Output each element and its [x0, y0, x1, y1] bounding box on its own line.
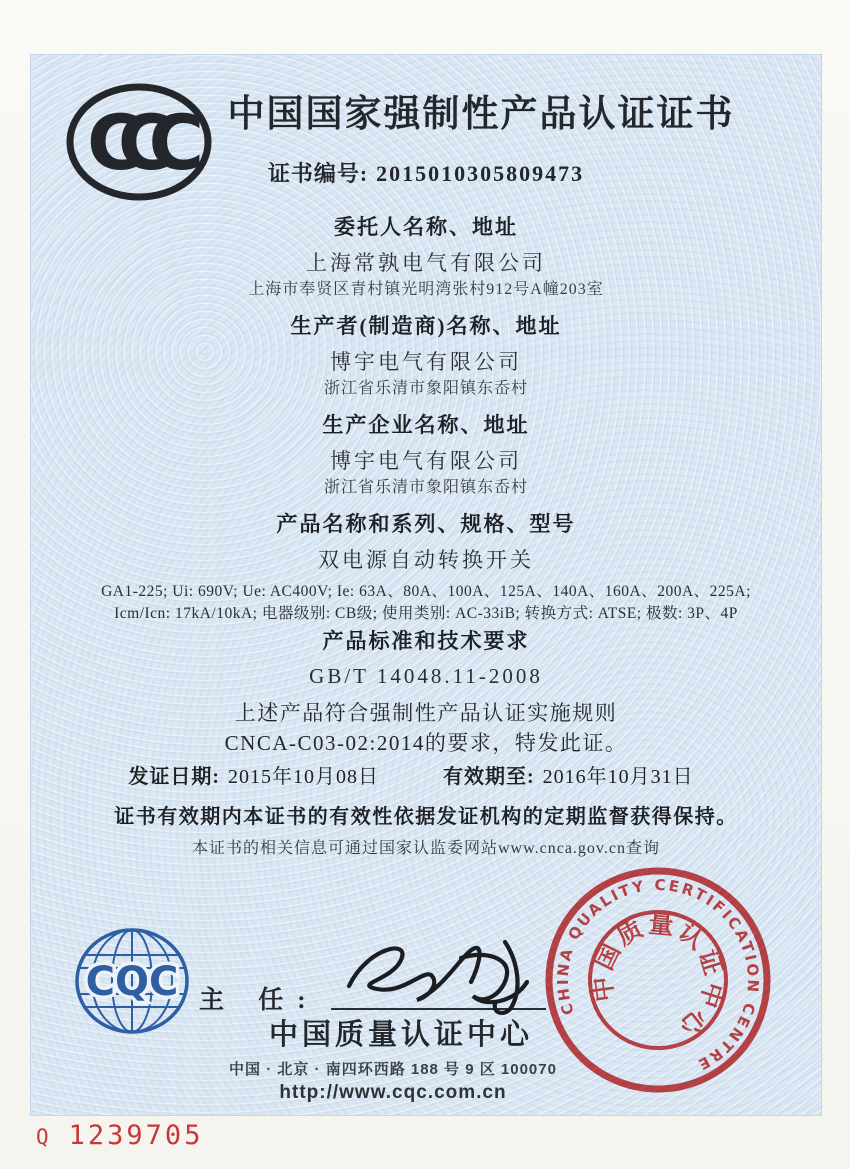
ccc-mark-icon	[63, 81, 215, 203]
factory-address: 浙江省乐清市象阳镇东岙村	[323, 479, 528, 496]
product-name: 双电源自动转换开关	[318, 548, 534, 572]
serial-prefix: Q	[36, 1125, 49, 1149]
organization-website: http://www.cqc.com.cn	[279, 1082, 507, 1103]
certificate-footer	[31, 875, 821, 1112]
standard-heading: 产品标准和技术要求	[322, 629, 530, 653]
ccc-logo-text: CCC	[87, 98, 180, 187]
certificate-sheet	[30, 54, 822, 1116]
cqc-logo	[71, 924, 193, 1038]
product-heading: 产品名称和系列、规格、型号	[276, 512, 576, 536]
compliance-statement	[31, 698, 821, 758]
issue-date-label: 发证日期:	[128, 766, 220, 788]
organization-address: 中国 · 北京 · 南四环西路 188 号 9 区 100070	[229, 1061, 557, 1078]
product-specification: GA1-225; Ui: 690V; Ue: AC400V; Ie: 63A、80A、100A、125A、140A、160A、200A、225A; Icm/Icn: 17kA/10kA; 电器级别: CB级; 使用类别: AC-33iB; 转换方式: ATSE; 极数: 3P、4P	[101, 583, 751, 622]
factory-heading: 生产企业名称、地址	[322, 413, 530, 437]
serial-number	[36, 1120, 203, 1151]
stamp-ring-text: CHINA QUALITY CERTIFICATION CENTRE	[553, 875, 763, 1075]
cqc-logo-text: CQC	[85, 959, 179, 1005]
manufacturer-name: 博宇电气有限公司	[330, 350, 522, 374]
compliance-statement-line2: CNCA-C03-02:2014的要求，特发此证。	[224, 731, 628, 755]
certificate-number-label: 证书编号:	[267, 161, 369, 186]
standard-value: GB/T 14048.11-2008	[309, 664, 543, 688]
issue-date-group	[128, 762, 379, 792]
factory-name: 博宇电气有限公司	[330, 449, 522, 473]
applicant-heading: 委托人名称、地址	[334, 215, 518, 239]
cqc-globe-icon	[71, 924, 193, 1038]
issuing-organization: 中国质量认证中心	[268, 1019, 533, 1051]
expiry-date-value: 2016年10月31日	[542, 766, 694, 788]
compliance-statement-line1: 上述产品符合强制性产品认证实施规则	[234, 701, 618, 725]
red-seal	[536, 858, 780, 1102]
applicant-name: 上海常孰电气有限公司	[306, 251, 546, 275]
applicant-address: 上海市奉贤区青村镇光明湾张村912号A幢203室	[248, 281, 604, 298]
validity-note: 证书有效期内本证书的有效性依据发证机构的定期监督获得保持。	[114, 806, 738, 828]
svg-text:CHINA QUALITY CERTIFICATION CE	[536, 858, 780, 1102]
quality-certification-stamp-icon	[536, 858, 780, 1102]
dates-row	[31, 762, 821, 792]
director-signature	[337, 934, 547, 1020]
director-signature-line	[331, 932, 546, 1010]
serial-value: 1239705	[68, 1120, 204, 1151]
info-note: 本证书的相关信息可通过国家认监委网站www.cnca.gov.cn查询	[192, 840, 660, 857]
certificate-number-value: 2015010305809473	[376, 161, 585, 186]
expiry-date-group	[443, 762, 694, 792]
manufacturer-heading: 生产者(制造商)名称、地址	[290, 314, 562, 338]
issue-date-value: 2015年10月08日	[228, 766, 379, 788]
stamp-center-text: 中国质量认证中心	[586, 909, 730, 1044]
manufacturer-address: 浙江省乐清市象阳镇东岙村	[323, 380, 528, 397]
expiry-date-label: 有效期至:	[443, 766, 535, 788]
certificate-title: 中国国家强制性产品认证证书	[227, 94, 735, 135]
director-label: 主 任:	[199, 987, 320, 1014]
ccc-logo	[63, 81, 215, 203]
